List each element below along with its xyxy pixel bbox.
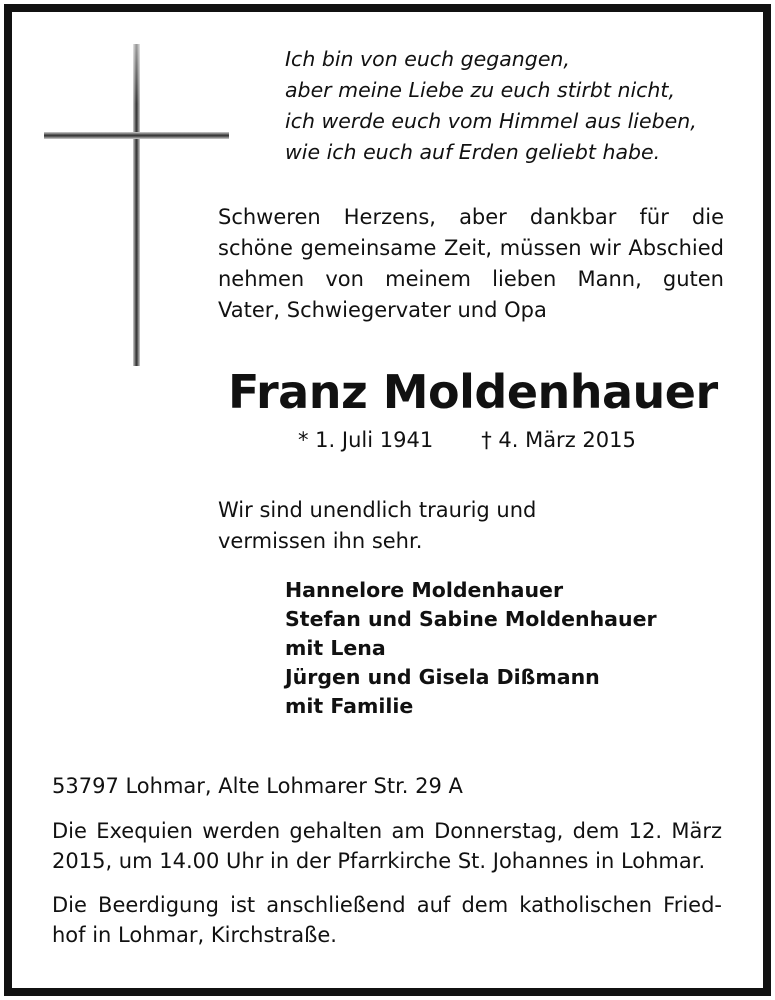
family-signature bbox=[285, 576, 725, 721]
poem-line: wie ich euch auf Erden geliebt habe. bbox=[285, 140, 661, 164]
burial-line: hof in Lohmar, Kirchstraße. bbox=[52, 923, 337, 947]
family-line: Jürgen und Gisela Dißmann bbox=[285, 665, 600, 689]
burial-line: Die Beerdigung ist anschließend auf dem katholischen Fried- bbox=[52, 893, 722, 917]
poem-line: aber meine Liebe zu euch stirbt nicht, bbox=[285, 78, 675, 102]
intro-line: nehmen von meinem lieben Mann, guten bbox=[218, 267, 724, 291]
intro-line: schöne gemeinsame Zeit, müssen wir Abschied bbox=[218, 236, 724, 260]
birth-date: * 1. Juli 1941 bbox=[298, 428, 434, 452]
poem-line: Ich bin von euch gegangen, bbox=[285, 47, 570, 71]
funeral-service-line: Die Exequien werden gehalten am Donnerstag, dem 12. März bbox=[52, 819, 722, 843]
mourning-line: Wir sind unendlich traurig und bbox=[218, 498, 537, 522]
family-line: mit Lena bbox=[285, 636, 386, 660]
life-dates bbox=[298, 425, 636, 455]
funeral-service-text bbox=[52, 816, 722, 876]
mourning-text bbox=[218, 495, 598, 557]
funeral-service-line: 2015, um 14.00 Uhr in der Pfarrkirche St. Johannes in Lohmar. bbox=[52, 849, 706, 873]
family-line: Stefan und Sabine Moldenhauer bbox=[285, 607, 657, 631]
poem-line: ich werde euch vom Himmel aus lieben, bbox=[285, 109, 697, 133]
intro-line: Schweren Herzens, aber dankbar für die bbox=[218, 205, 724, 229]
poem bbox=[285, 44, 735, 168]
family-line: Hannelore Moldenhauer bbox=[285, 578, 564, 602]
intro-line: Vater, Schwiegervater und Opa bbox=[218, 298, 547, 322]
burial-text bbox=[52, 890, 722, 950]
death-date: † 4. März 2015 bbox=[481, 428, 636, 452]
deceased-name: Franz Moldenhauer bbox=[228, 365, 718, 419]
intro-text bbox=[218, 202, 724, 326]
family-line: mit Familie bbox=[285, 694, 414, 718]
address: 53797 Lohmar, Alte Lohmarer Str. 29 A bbox=[52, 774, 463, 798]
cross-vertical-beam bbox=[133, 44, 140, 366]
cross-horizontal-beam bbox=[44, 132, 229, 139]
mourning-line: vermissen ihn sehr. bbox=[218, 529, 423, 553]
